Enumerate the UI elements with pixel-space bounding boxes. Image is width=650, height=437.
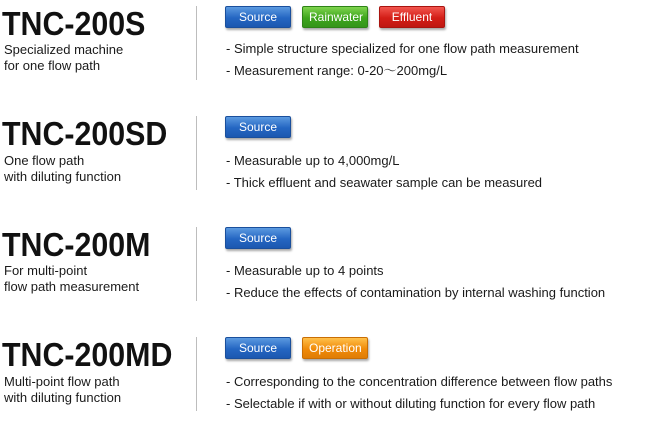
badge-operation: Operation — [302, 337, 368, 359]
divider — [196, 6, 197, 80]
badge-group — [225, 337, 368, 359]
model-name: TNC-200S — [2, 5, 146, 42]
model-name: TNC-200M — [2, 226, 151, 263]
divider — [196, 116, 197, 190]
subtitle-line-2: for one flow path — [4, 58, 101, 73]
subtitle-line-2: with diluting function — [4, 390, 122, 405]
badge-group — [225, 6, 445, 28]
badge-group — [225, 116, 291, 138]
badge-source: Source — [225, 227, 291, 249]
subtitle-line-2: with diluting function — [4, 169, 122, 184]
feature-item: - Corresponding to the concentration difference between flow paths — [226, 374, 613, 389]
feature-item: - Simple structure specialized for one flow path measurement — [226, 41, 579, 56]
feature-list — [226, 371, 612, 415]
badge-group — [225, 227, 291, 249]
subtitle-line-1: Specialized machine — [4, 42, 124, 57]
model-name: TNC-200SD — [2, 115, 168, 152]
feature-item: - Thick effluent and seawater sample can be measured — [226, 175, 543, 190]
feature-item: - Measurement range: 0-20～200mg/L — [226, 63, 448, 78]
product-tnc-200md — [0, 337, 650, 437]
product-tnc-200m — [0, 227, 650, 327]
feature-item: - Measurable up to 4,000mg/L — [226, 153, 400, 168]
badge-rainwater: Rainwater — [302, 6, 368, 28]
feature-list — [226, 38, 579, 82]
feature-item: - Measurable up to 4 points — [226, 263, 384, 278]
product-tnc-200sd — [0, 116, 650, 216]
subtitle-line-1: Multi-point flow path — [4, 374, 120, 389]
product-tnc-200s — [0, 6, 650, 106]
badge-source: Source — [225, 337, 291, 359]
feature-item: - Selectable if with or without diluting function for every flow path — [226, 396, 596, 411]
subtitle-line-2: flow path measurement — [4, 279, 140, 294]
model-name: TNC-200MD — [2, 336, 173, 373]
divider — [196, 227, 197, 301]
subtitle-line-1: For multi-point — [4, 263, 88, 278]
badge-effluent: Effluent — [379, 6, 445, 28]
feature-list — [226, 260, 605, 304]
feature-list — [226, 150, 542, 194]
divider — [196, 337, 197, 411]
badge-source: Source — [225, 116, 291, 138]
subtitle-line-1: One flow path — [4, 153, 85, 168]
feature-item: - Reduce the effects of contamination by internal washing function — [226, 285, 606, 300]
badge-source: Source — [225, 6, 291, 28]
